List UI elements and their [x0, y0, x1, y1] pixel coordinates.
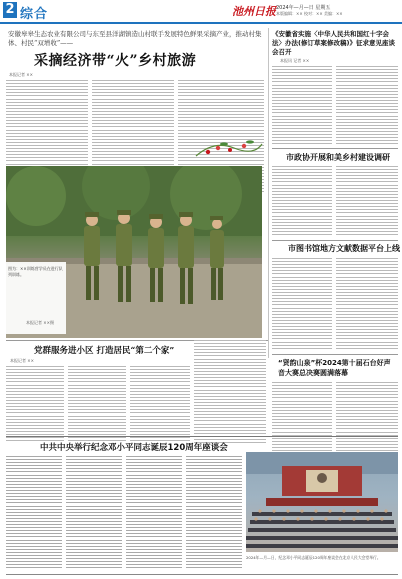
date-line: 2024年—月—日 星期五: [276, 5, 331, 11]
section-name: 综合: [20, 7, 49, 22]
page-header: [0, 0, 402, 22]
bottom-rule: [6, 436, 398, 437]
hall-photo-caption: 2024年—月—日，纪念邓小平同志诞辰120周年座谈会在北京人民大会堂举行。: [246, 555, 381, 560]
header-rule: [0, 22, 402, 24]
library-body-col-2: [336, 258, 398, 351]
service-body-col-1: [6, 366, 64, 443]
service-byline: 本报记者 ××: [10, 358, 34, 363]
fruit-decoration: [194, 136, 264, 162]
service-body-col-4: [194, 340, 266, 445]
footer-rule: [6, 574, 398, 575]
lead-byline: 本报记者 ××: [9, 72, 33, 77]
culture-body-col-1: [272, 382, 332, 459]
page-number-badge: 2: [3, 2, 17, 18]
culture-rule: [272, 354, 398, 355]
culture-body-col-2: [336, 382, 398, 459]
culture-headline: “贤韵山泉”杯2024第十届石台好声音大赛总决赛圆满落幕: [278, 359, 391, 377]
research-body-col-1: [272, 166, 332, 237]
sidebar-body-col-2: [336, 66, 398, 146]
bottom-body-col-4: [186, 456, 242, 570]
service-body-col-2: [68, 366, 126, 443]
sidebar-headline: 《安徽省实施〈中华人民共和国红十字会法〉办法(修订草案修改稿)》征求意见座谈会召开: [272, 30, 395, 56]
bottom-body-col-3: [126, 456, 182, 570]
hall-photo: [246, 452, 398, 552]
bottom-headline: 中共中央举行纪念邓小平同志诞辰120周年座谈会: [40, 443, 228, 453]
column-divider: [268, 28, 269, 358]
sidebar-body-col-1: [272, 66, 332, 146]
sidebar-rule-2: [272, 240, 398, 241]
bottom-body-col-1: [6, 456, 62, 570]
masthead-logo: 池州日报: [232, 5, 276, 18]
research-headline: 市政协开展和美乡村建设调研: [286, 153, 390, 162]
lead-kicker: 安徽皋皋生态农业有限公司与东至县洋湖镇造山村联手发展特色鲜果采摘产业，推动村集体、村民“双增收”——: [8, 30, 262, 47]
bottom-body-col-2: [66, 456, 122, 570]
service-body-col-3: [130, 366, 190, 443]
sidebar-byline: 本报讯 记者 ××: [280, 58, 310, 63]
lead-headline: 采摘经济带“火”乡村旅游: [34, 53, 197, 69]
research-body-col-2: [336, 166, 398, 237]
editor-line: 本版编辑：×× 校对：×× 美编：××: [276, 11, 343, 16]
photo-caption-credit: 本报记者 ××摄: [26, 320, 54, 325]
library-body-col-1: [272, 258, 332, 351]
library-headline: 市图书馆地方文献数据平台上线: [288, 244, 400, 253]
service-headline: 党群服务进小区 打造居民“第二个家”: [34, 346, 175, 356]
photo-caption: 图为：××训练营学员在进行队列训练。: [8, 266, 63, 277]
sidebar-rule-1: [272, 148, 398, 149]
